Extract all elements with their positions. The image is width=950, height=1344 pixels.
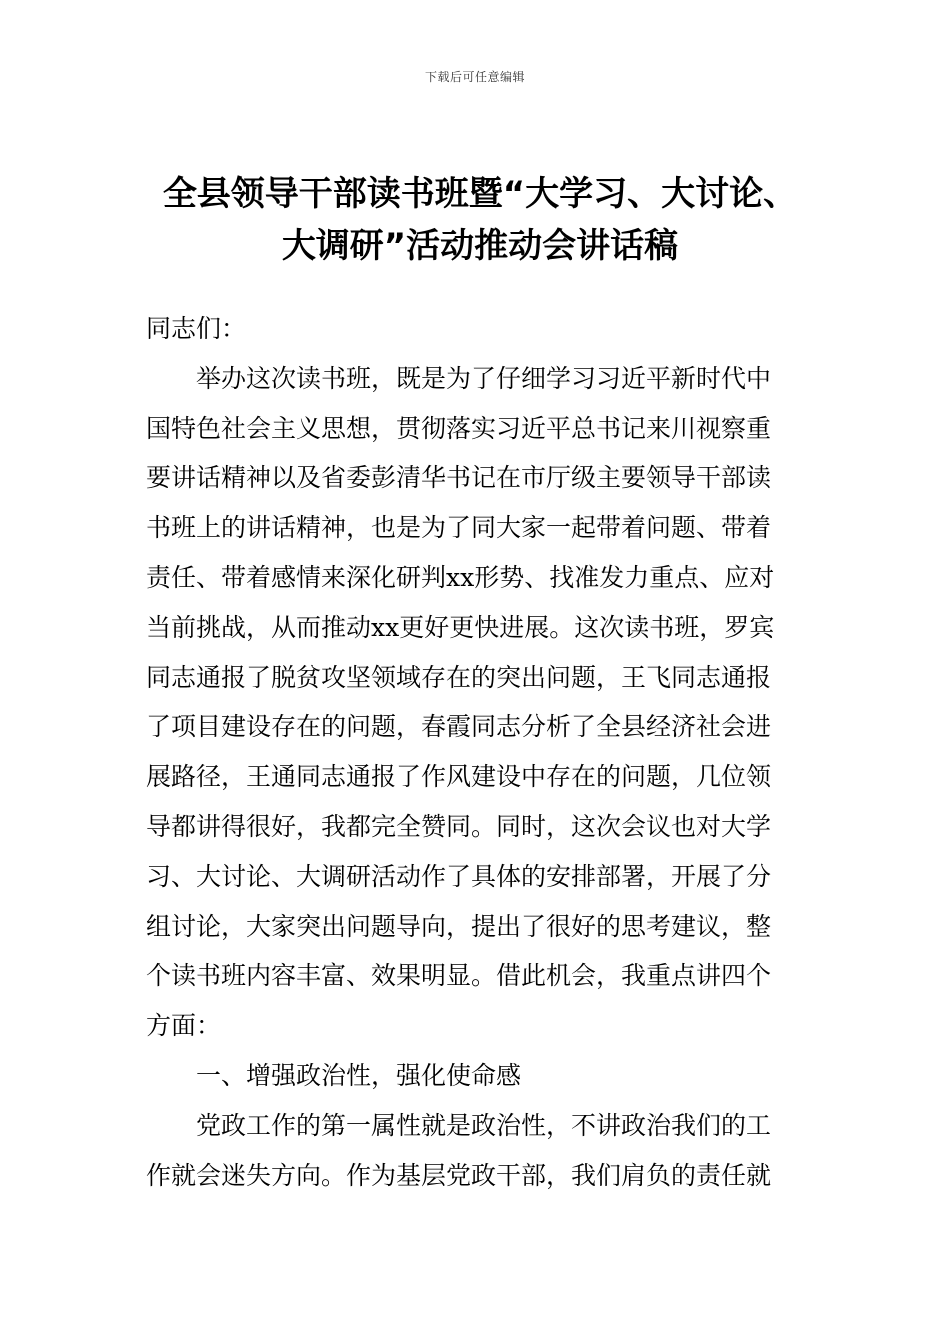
paragraph-line: 方面： <box>146 1011 222 1041</box>
document-body <box>146 304 796 1200</box>
document-title <box>140 168 820 272</box>
header-note: 下载后可任意编辑 <box>424 70 525 84</box>
paragraph-line: 当前挑战，从而推动xx更好更快进展。这次读书班，罗宾 <box>146 612 775 642</box>
paragraph-line: 要讲话精神以及省委彭清华书记在市厅级主要领导干部读 <box>146 463 772 493</box>
paragraph-line: 举办这次读书班，既是为了仔细学习习近平新时代中 <box>196 363 772 393</box>
paragraph-line: 展路径，王通同志通报了作风建设中存在的问题，几位领 <box>146 762 772 792</box>
title-line: 大调研”活动推动会讲话稿 <box>281 226 679 266</box>
paragraph-line: 党政工作的第一属性就是政治性，不讲政治我们的工 <box>196 1110 772 1140</box>
paragraph-line: 作就会迷失方向。作为基层党政干部，我们肩负的责任就 <box>146 1160 772 1190</box>
paragraph-line: 习、大讨论、大调研活动作了具体的安排部署，开展了分 <box>146 861 772 891</box>
paragraph-line: 导都讲得很好，我都完全赞同。同时，这次会议也对大学 <box>146 811 772 841</box>
paragraph-line: 国特色社会主义思想，贯彻落实习近平总书记来川视察重 <box>146 413 772 443</box>
paragraph-line: 责任、带着感情来深化研判xx形势、找准发力重点、应对 <box>146 562 775 592</box>
salutation: 同志们： <box>146 314 247 343</box>
section-heading: 一、增强政治性，强化使命感 <box>196 1060 522 1090</box>
paragraph-line: 了项目建设存在的问题，春霞同志分析了全县经济社会进 <box>146 712 772 742</box>
paragraph-line: 个读书班内容丰富、效果明显。借此机会，我重点讲四个 <box>146 961 772 991</box>
paragraph-line: 同志通报了脱贫攻坚领域存在的突出问题，王飞同志通报 <box>146 662 772 692</box>
paragraph-line: 书班上的讲话精神，也是为了同大家一起带着问题、带着 <box>146 513 772 543</box>
paragraph-line: 组讨论，大家突出问题导向，提出了很好的思考建议，整 <box>146 911 772 941</box>
title-line: 全县领导干部读书班暨“大学习、大讨论、 <box>162 174 798 214</box>
